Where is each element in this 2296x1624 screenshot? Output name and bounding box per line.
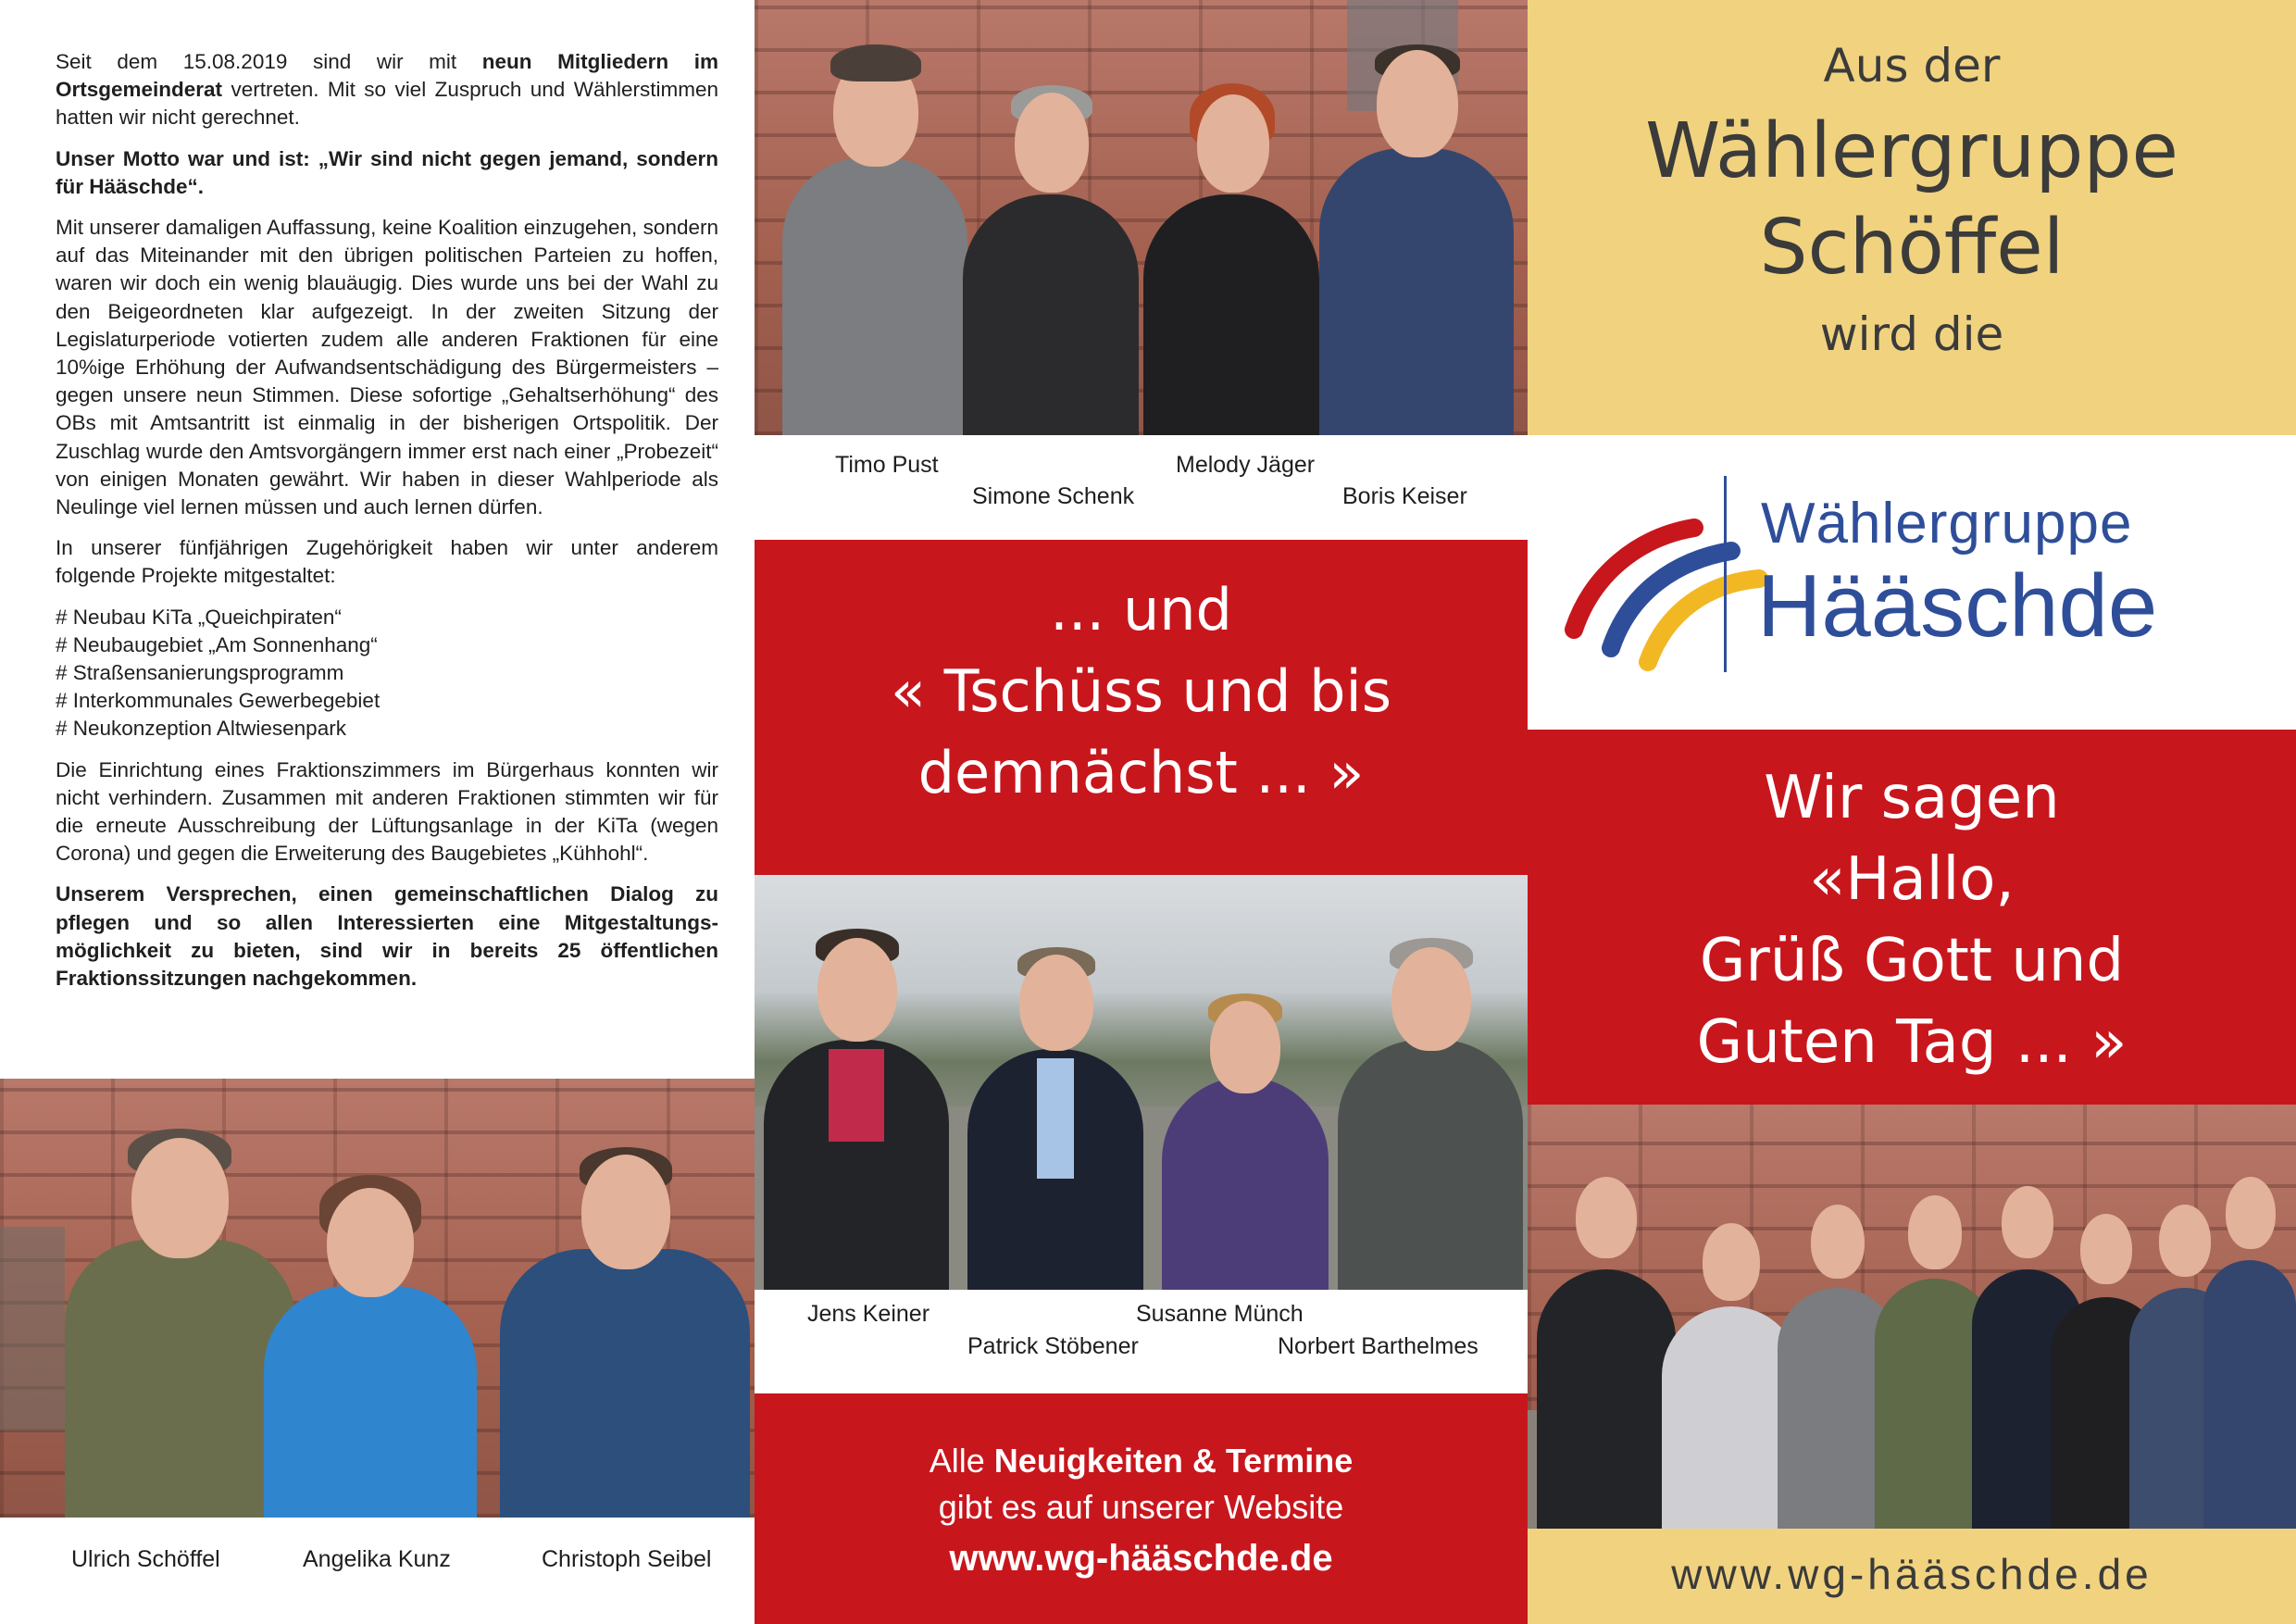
cta-website-link[interactable]: www.wg-hääschde.de xyxy=(949,1538,1333,1579)
farewell-line-2: « Tschüss und bis xyxy=(890,657,1392,725)
cta-line-1: Alle Neuigkeiten & Termine xyxy=(929,1442,1354,1480)
website-cta-panel xyxy=(755,1393,1528,1624)
para-promise: Unserem Versprechen, einen gemeinschaftlichen Dialog zu pflegen und so allen Interessierten eine Mitgestaltungs-möglichkeit zu bieten, sind wir in bereits 25 öffentlichen Fraktionssitzungen nachgekommen. xyxy=(56,882,718,991)
farewell-quote xyxy=(755,569,1528,814)
caption-norbert-barthelmes: Norbert Barthelmes xyxy=(1278,1333,1479,1359)
para-projects-intro: In unserer fünfjährigen Zugehörigkeit haben wir unter anderem folgende Projekte mitgestaltet: xyxy=(56,536,718,588)
cta-line-2: gibt es auf unserer Website xyxy=(938,1488,1344,1526)
farewell-line-3: demnächst ... » xyxy=(917,739,1365,806)
greeting-line-2: «Hallo, xyxy=(1809,845,2015,914)
greeting-line-4: Guten Tag ... » xyxy=(1696,1008,2128,1077)
farewell-line-1: ... und xyxy=(1050,576,1232,643)
para-coalition: Mit unserer damaligen Auffassung, keine Koalition einzugehen, sondern auf das Miteinander mit den übrigen politischen Parteien zu hoffen, waren wir doch ein wenig blauäugig. Dies wurde uns bei der Wahl zu den Beigeordneten klar aufgezeigt. In der zweiten Sitzung der Legislaturperiode votierten zudem alle anderen Fraktionen für eine 10%ige Erhöhung der Aufwandsentschädigung des Bürgermeisters – gegen unsere neun Stimmen. Diese sofortige „Gehaltserhöhung“ des OBs mit Amtsantritt ist einmalig in der bisherigen Ortspolitik. Der Zuschlag wurde den Amtsvorgängern immer erst nach einer „Probezeit“ von einigen Monaten gewährt. Wir haben in dieser Wahlperiode als Neulinge viel lernen müssen und auch lernen dürfen. xyxy=(56,216,718,519)
caption-ulrich-schoeffel: Ulrich Schöffel xyxy=(71,1546,220,1572)
caption-simone-schenk: Simone Schenk xyxy=(972,483,1135,509)
list-item: # Neukonzeption Altwiesenpark xyxy=(56,717,346,741)
photo-right-full-group xyxy=(1528,1105,2296,1529)
cta-text xyxy=(755,1438,1528,1586)
footer-website-link[interactable]: www.wg-hääschde.de xyxy=(1671,1550,2152,1598)
projects-list xyxy=(56,604,718,743)
logo-line-1: Wählergruppe xyxy=(1761,492,2133,556)
caption-susanne-muench: Susanne Münch xyxy=(1136,1301,1304,1327)
logo-line-2: Hääschde xyxy=(1757,556,2158,656)
greeting-line-1: Wir sagen xyxy=(1764,764,2060,832)
headline-line-4: wird die xyxy=(1819,307,2004,361)
caption-christoph-seibel: Christoph Seibel xyxy=(542,1546,712,1572)
list-item: # Straßensanierungsprogramm xyxy=(56,661,344,685)
caption-jens-keiner: Jens Keiner xyxy=(807,1301,930,1327)
greeting-line-3: Grüß Gott und xyxy=(1699,927,2125,995)
photo-left-group xyxy=(0,1079,755,1518)
photo-middle-bottom-group xyxy=(755,875,1528,1290)
logo-divider xyxy=(1724,476,1727,672)
headline-text xyxy=(1528,28,2296,372)
headline-line-2: Wählergruppe xyxy=(1645,107,2178,195)
list-item: # Interkommunales Gewerbegebiet xyxy=(56,689,381,713)
list-item: # Neubaugebiet „Am Sonnenhang“ xyxy=(56,632,378,656)
caption-patrick-stoebener: Patrick Stöbener xyxy=(967,1333,1139,1359)
photo-middle-top-group xyxy=(755,0,1528,435)
brush-strokes-logo-icon xyxy=(1555,491,1787,676)
list-item: # Neubau KiTa „Queichpiraten“ xyxy=(56,605,342,629)
greeting-text xyxy=(1528,757,2296,1083)
caption-timo-pust: Timo Pust xyxy=(835,452,939,478)
logo-area xyxy=(1528,435,2296,730)
farewell-panel xyxy=(755,540,1528,875)
para-fraction-room: Die Einrichtung eines Fraktionszimmers im Bürgerhaus konnten wir nicht verhindern. Zusammen mit anderen Fraktionen stimmten wir für die erneute Ausschreibung der Lüftungsanlage in der KiTa (wegen Corona) und gegen die Erweiterung des Baugebietes „Kühhohl“. xyxy=(56,757,718,866)
headline-line-3: Schöffel xyxy=(1759,204,2065,292)
caption-melody-jaeger: Melody Jäger xyxy=(1176,452,1316,478)
headline-panel xyxy=(1528,0,2296,435)
para-membership: Seit dem 15.08.2019 sind wir mit neun Mitgliedern im Ortsgemeinderat vertreten. Mit so viel Zuspruch und Wählerstimmen hatten wir nicht gerechnet. xyxy=(56,50,718,130)
greeting-panel xyxy=(1528,730,2296,1105)
caption-angelika-kunz: Angelika Kunz xyxy=(303,1546,451,1572)
headline-line-1: Aus der xyxy=(1823,39,2001,93)
footer-url-panel xyxy=(1528,1529,2296,1624)
caption-boris-keiser: Boris Keiser xyxy=(1342,483,1467,509)
para-motto: Unser Motto war und ist: „Wir sind nicht gegen jemand, sondern für Hääschde“. xyxy=(56,146,718,198)
intro-text-block xyxy=(56,48,718,1006)
